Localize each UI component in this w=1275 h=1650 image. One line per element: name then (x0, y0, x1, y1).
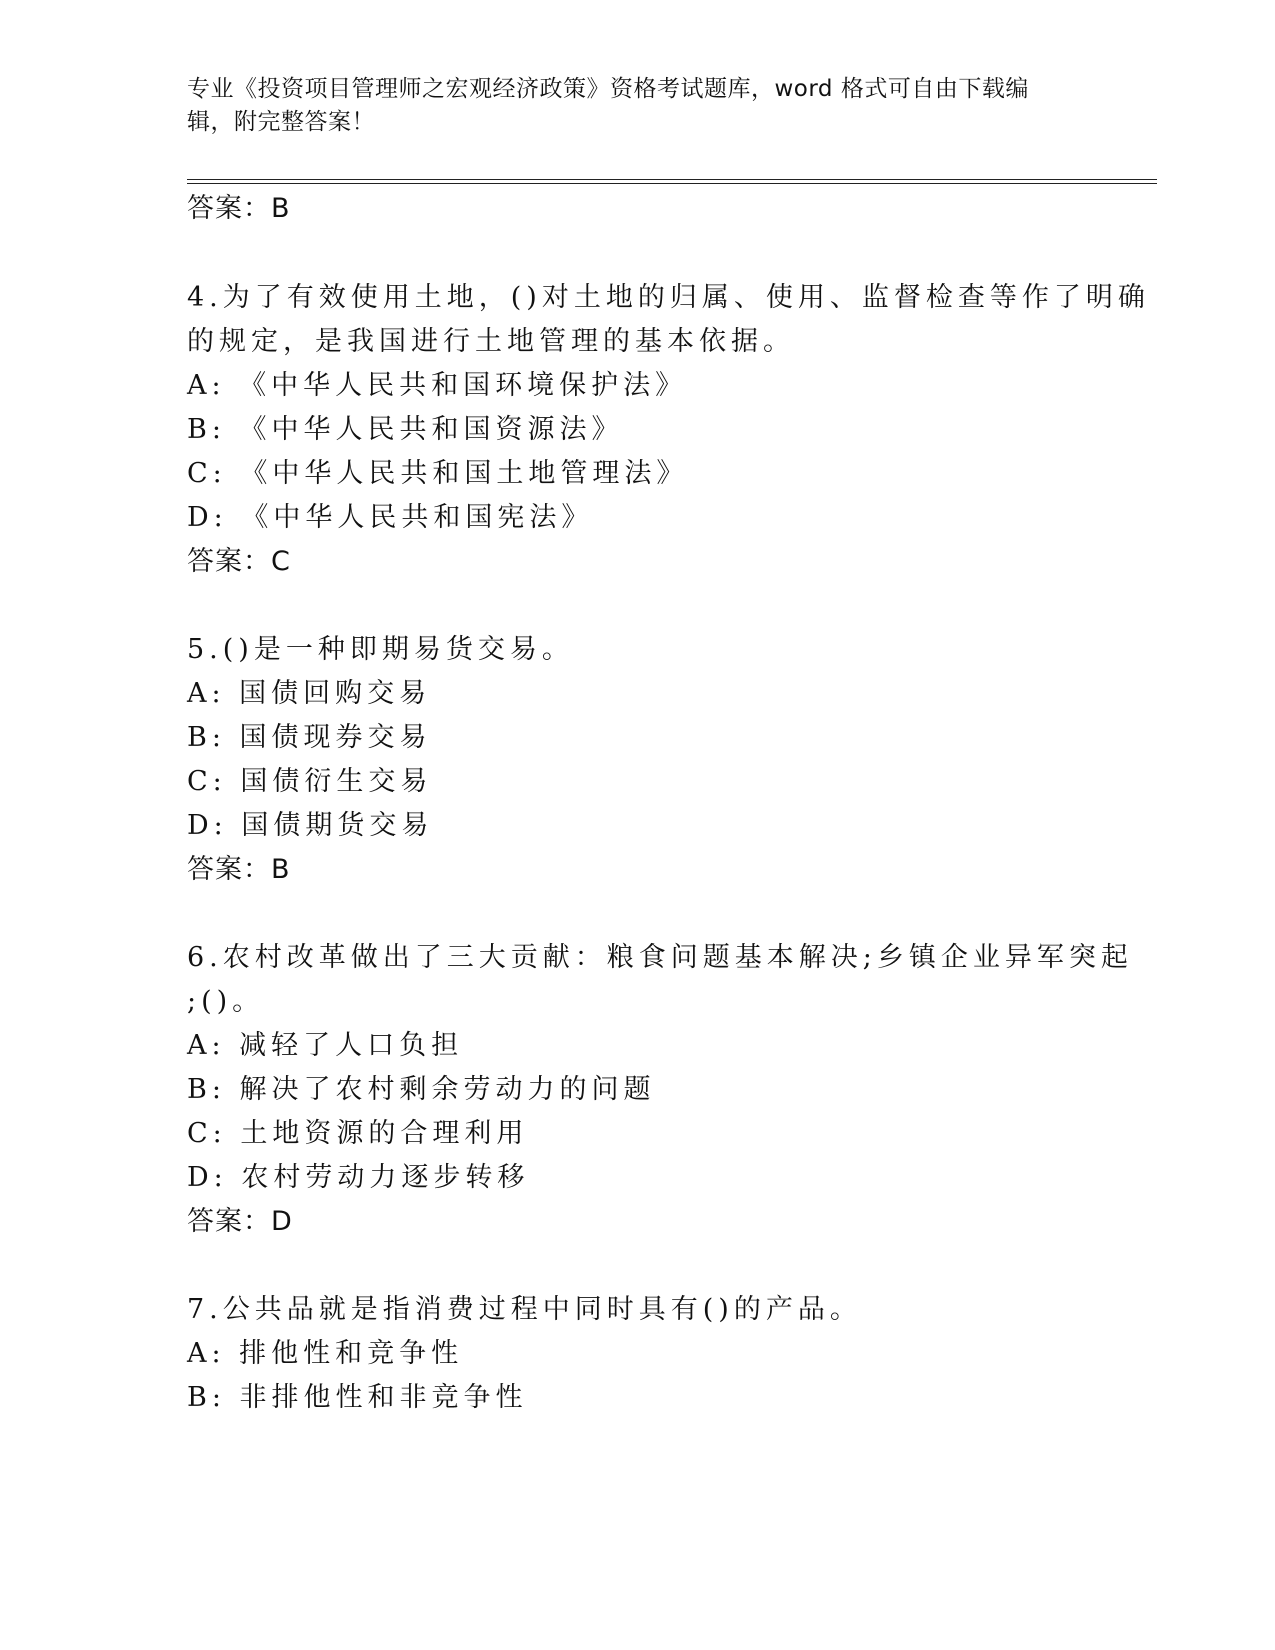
question-4-option-b: B: 《中华人民共和国资源法》 (187, 414, 624, 445)
question-4-option-a: A: 《中华人民共和国环境保护法》 (187, 370, 688, 401)
question-4-stem-line-1: 4.为了有效使用土地，()对土地的归属、使用、监督检查等作了明确 (187, 282, 1150, 313)
question-6-answer: 答案：D (187, 1206, 293, 1237)
question-6-option-c: C: 土地资源的合理利用 (187, 1118, 529, 1149)
answer-q3: 答案：B (187, 193, 291, 224)
question-6-stem-line-1: 6.农村改革做出了三大贡献：粮食问题基本解决;乡镇企业异军突起 (187, 942, 1133, 973)
question-5-option-d: D: 国债期货交易 (187, 810, 434, 841)
question-5-option-a: A: 国债回购交易 (187, 678, 432, 709)
header-line-1: 专业《投资项目管理师之宏观经济政策》资格考试题库，word 格式可自由下载编 (187, 76, 1029, 102)
question-5-answer: 答案：B (187, 854, 291, 885)
question-7-stem-line-1: 7.公共品就是指消费过程中同时具有()的产品。 (187, 1294, 862, 1325)
question-5-stem-line-1: 5.()是一种即期易货交易。 (187, 634, 574, 665)
question-6-option-d: D: 农村劳动力逐步转移 (187, 1162, 530, 1193)
question-5-option-c: C: 国债衍生交易 (187, 766, 433, 797)
question-4-stem-line-2: 的规定，是我国进行土地管理的基本依据。 (187, 326, 795, 357)
question-7-option-a: A: 排他性和竞争性 (187, 1338, 464, 1369)
question-4-answer: 答案：C (187, 546, 291, 577)
question-4-option-c: C: 《中华人民共和国土地管理法》 (187, 458, 689, 489)
question-7-option-b: B: 非排他性和非竞争性 (187, 1382, 528, 1413)
question-6-stem-line-2: ;()。 (187, 986, 265, 1017)
question-4-option-d: D: 《中华人民共和国宪法》 (187, 502, 594, 533)
header-divider-top (187, 179, 1157, 180)
document-header (187, 73, 1077, 139)
question-5-option-b: B: 国债现券交易 (187, 722, 432, 753)
header-divider-bottom (187, 183, 1157, 184)
question-6-option-b: B: 解决了农村剩余劳动力的问题 (187, 1074, 656, 1105)
header-line-2: 辑，附完整答案！ (187, 109, 375, 135)
question-6-option-a: A: 减轻了人口负担 (187, 1030, 464, 1061)
